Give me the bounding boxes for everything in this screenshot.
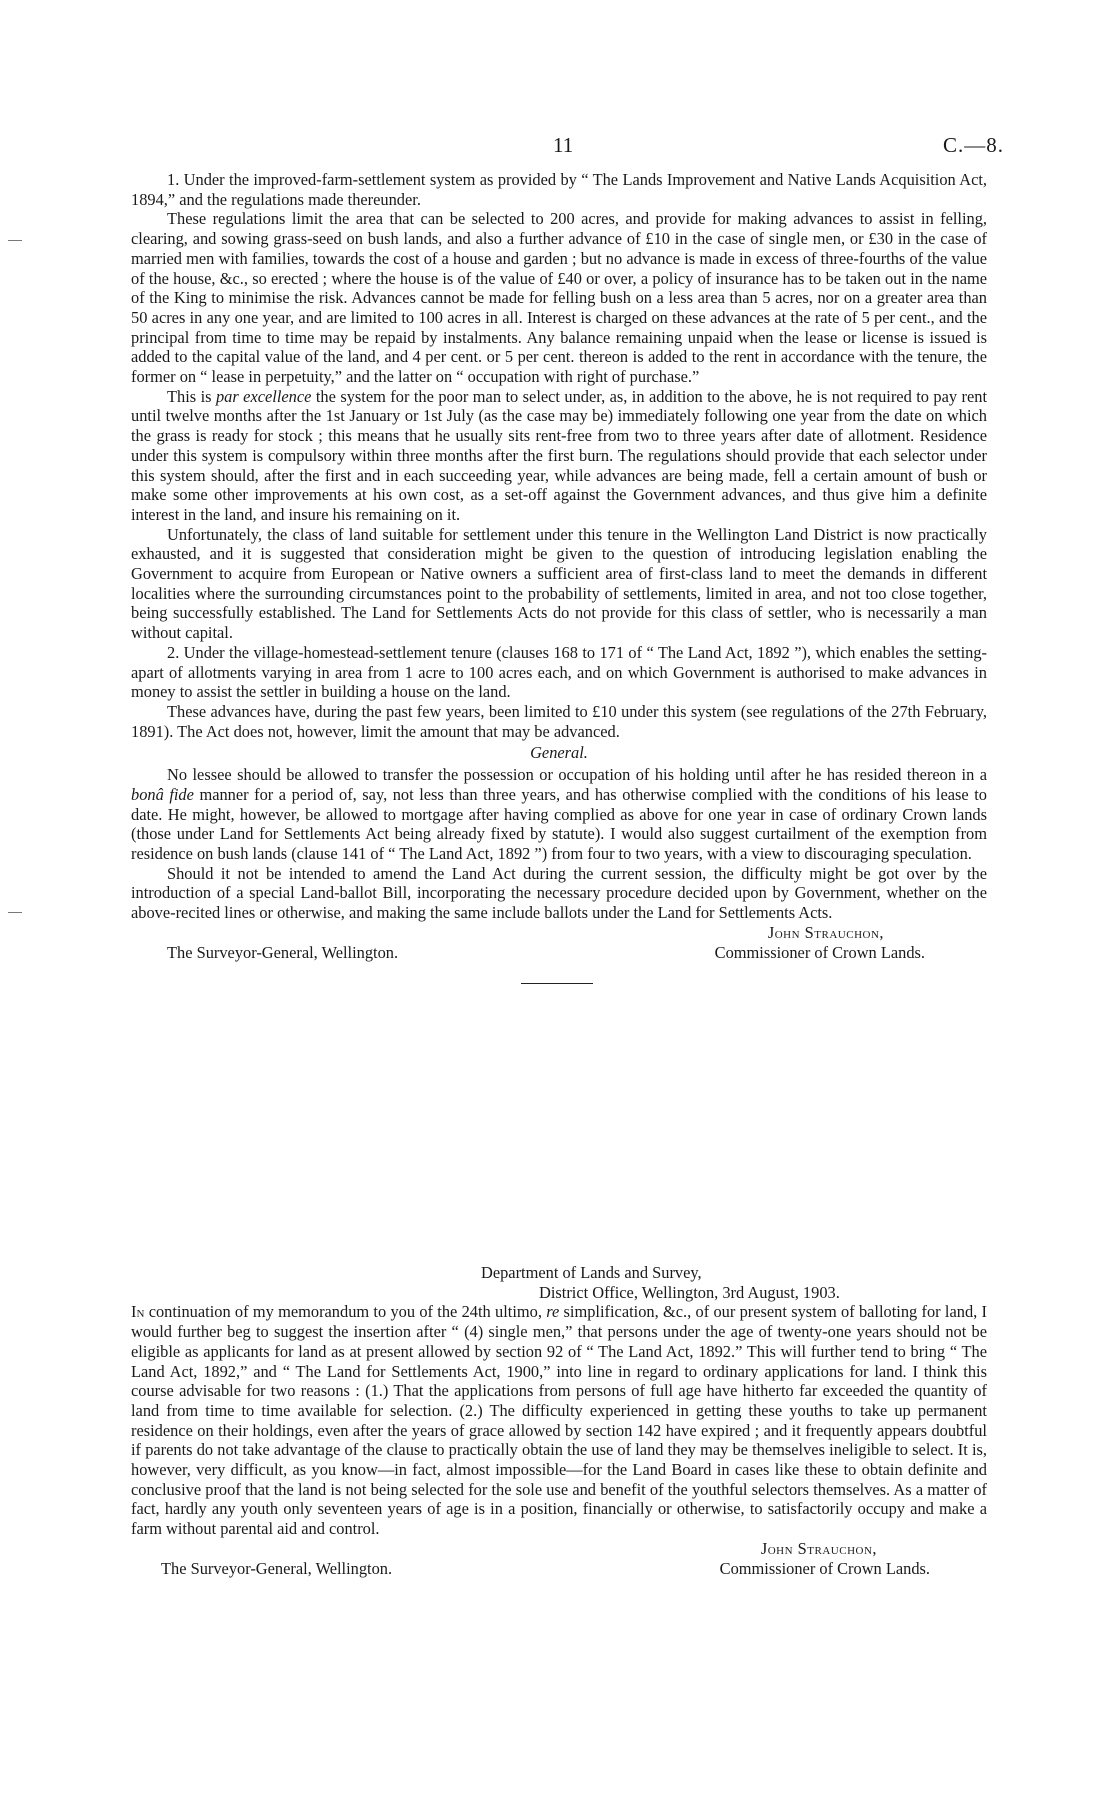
text-run: simplification, &c., of our present system of balloting for land, I would further beg to suggest the insertion after “ (4) single men,” that persons under the age of twenty-one years should not be eligible as applicants for land as at present allowed by section 92 of “ The Land Act, 1892.” This will further tend to bring “ The Land Act, 1892,” and “ The Land for Settlements Act, 1900,” into line in regard to ordinary applications for land. I think this course advisable for two reasons : (1.) That the applications from persons of full age have hitherto far exceeded the quantity of land from time to time available for selection. (2.) The difficulty experienced in getting these youths to take up permanent residence on their holdings, even after the years of grace allowed by section 142 have expired ; and it frequently appears doubtful if parents do not take advantage of the clause to practically obtain the use of land they may be themselves ineligible to select. It is, however, very difficult, as you know—in fact, almost impossible—for the Land Board in cases like these to obtain definite and conclusive proof that the land is not being selected for the sole use and benefit of the youthful selectors themselves. As a matter of fact, hardly any youth only seventeen years of age is in a position, financially or otherwise, to satisfactorily occupy and make a farm without parental aid and control. [131, 1302, 987, 1539]
italic-phrase: par excellence [215, 386, 312, 406]
text-run: This is [167, 386, 216, 406]
italic-phrase: re [546, 1302, 560, 1322]
page-number: 11 [553, 133, 574, 157]
second-memorandum [131, 1263, 987, 1583]
margin-mark [8, 912, 22, 913]
text-run: the system for the poor man to select under, as, in addition to the above, he is not required to pay rent until twelve months after the 1st January or 1st July (as the case may be) immediately following one year from the date on which the grass is ready for stock ; this means that he usually sits rent-free from two to three years after date of allotment. Residence under this system is compulsory within three months after the first burn. The regulations should provide that each selector under this system should, after the first and in each succeeding year, while advances are being made, fell a certain amount of bush or make some other improvements at his own cost, as a set-off against the Government advances, and thus give him a definite interest in the land, and insure his remaining on it. [131, 386, 987, 524]
section-divider [521, 983, 593, 984]
text-run: No lessee should be allowed to transfer the possession or occupation of his holding until after he has resided thereon in a [167, 765, 987, 785]
department-line: Department of Lands and Survey, [481, 1263, 702, 1282]
text-run: manner for a period of, say, not less than three years, and has otherwise complied with the conditions of his lease to date. He might, however, be allowed to mortgage after having complied as above for one year in case of ordinary Crown lands (those under Land for Settlements Act being already fixed by statute). I would also suggest curtailment of the exemption from residence on bush lands (clause 141 of “ The Land Act, 1892 ”) from four to two years, with a view to discouraging speculation. [131, 784, 987, 863]
paragraph-par-excellence [131, 387, 987, 525]
paragraph-section-1: 1. Under the improved-farm-settlement system as provided by “ The Lands Improvement and Native Lands Acquisition Act, 1894,” and the regulations made thereunder. [131, 170, 987, 209]
signatory-title: Commissioner of Crown Lands. [714, 942, 925, 962]
paragraph-unfortunately: Unfortunately, the class of land suitable for settlement under this tenure in the Wellington Land District is now practically exhausted, and it is suggested that consideration might be given to the question of introducing legislation enabling the Government to acquire from European or Native owners a sufficient area of first-class land to meet the demands in different localities where the surrounding circumstances point to the probability of settlements, limited in area, and not too close together, being successfully established. The Land for Settlements Acts do not provide for this class of settler, who is necessarily a man without capital. [131, 524, 987, 643]
signature-block [131, 1539, 987, 1583]
signatory-title: Commissioner of Crown Lands. [719, 1558, 930, 1578]
paragraph-advances: These advances have, during the past few years, been limited to £10 under this system (see regulations of the 27th February, 1891). The Act does not, however, limit the amount that may be advanced. [131, 701, 987, 741]
signatory-name: John Strauchon, [767, 922, 884, 942]
signatory-name: John Strauchon, [760, 1538, 877, 1558]
main-memorandum [131, 170, 987, 984]
office-date-line: District Office, Wellington, 3rd August, 1903. [539, 1282, 840, 1302]
paragraph-continuation [131, 1302, 987, 1538]
heading-general: General. [530, 743, 588, 763]
paragraph-lessee [131, 765, 987, 864]
text-run: continuation of my memorandum to you of the 24th ultimo, [144, 1302, 547, 1322]
paragraph-regulations: These regulations limit the area that can be selected to 200 acres, and provide for making advances to assist in felling, clearing, and sowing grass-seed on bush lands, and also a further advance of £10 in the case of single men, or £30 in the case of married men with families, towards the cost of a house and garden ; but no advance is made in excess of three-fourths of the value of the house, &c., so erected ; where the house is of the value of £40 or over, a policy of insurance has to be taken out in the name of the King to minimise the risk. Advances cannot be made for felling bush on a less area than 5 acres, nor on a greater area than 50 acres in any one year, and are limited to 100 acres in all. Interest is charged on these advances at the rate of 5 per cent., and the principal from time to time may be repaid by instalments. Any balance remaining unpaid when the lease or license is issued is added to the capital value of the land, and 4 per cent. or 5 per cent. thereon is added to the rent in accordance with the tenure, the former on “ lease in perpetuity,” and the latter on “ occupation with right of purchase.” [131, 209, 987, 387]
margin-mark [8, 240, 22, 241]
italic-phrase: bonâ fide [131, 784, 194, 804]
paragraph-should-it-not: Should it not be intended to amend the Land Act during the current session, the difficulty might be got over by the introduction of a special Land-ballot Bill, incorporating the necessary procedure decided upon by Government, whether on the above-recited lines or otherwise, and making the same include ballots under the Land for Settlements Acts. [131, 863, 987, 923]
addressee: The Surveyor-General, Wellington. [167, 942, 399, 962]
paragraph-section-2: 2. Under the village-homestead-settlement tenure (clauses 168 to 171 of “ The Land Act, 1892 ”), which enables the setting-apart of allotments varying in area from 1 acre to 100 acres each, and on which Government is authorised to make advances in money to assist the settler in building a house on the land. [131, 642, 987, 702]
document-reference: C.—8. [942, 133, 1004, 157]
signature-block [131, 923, 987, 963]
addressee: The Surveyor-General, Wellington. [161, 1558, 393, 1578]
opening-word: In [131, 1302, 145, 1322]
page-header [0, 133, 1114, 161]
